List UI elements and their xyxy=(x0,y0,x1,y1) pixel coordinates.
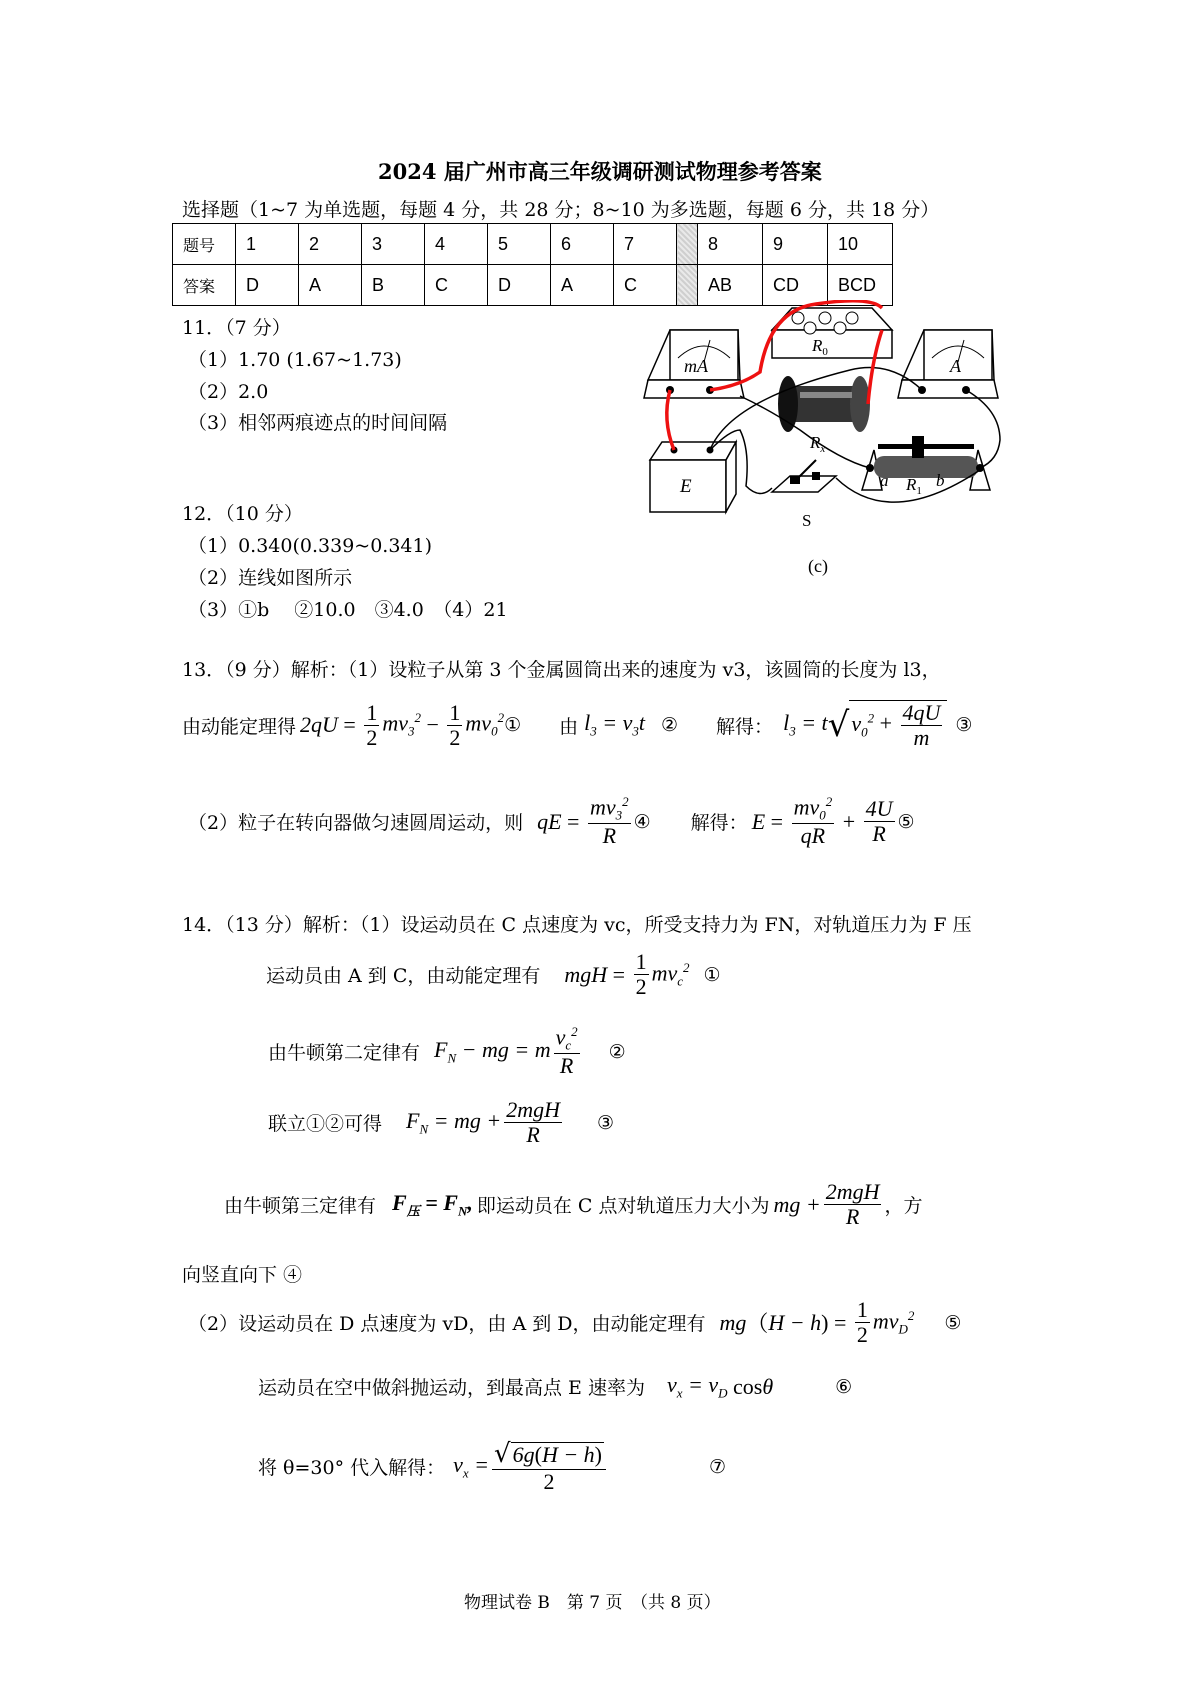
q14-text: 运动员在空中做斜抛运动，到最高点 E 速率为 xyxy=(258,1377,645,1400)
formula: = xyxy=(561,808,585,834)
table-row-numbers xyxy=(173,224,893,265)
label-E: E xyxy=(680,476,692,497)
answer-table xyxy=(172,223,893,306)
circled-mark: ② xyxy=(661,714,679,737)
q14-text: 联立①②可得 xyxy=(268,1113,383,1136)
q14-equation-1 xyxy=(266,950,721,999)
formula: qE xyxy=(537,808,562,834)
label-a: a xyxy=(880,471,889,490)
q14-text: ，方 xyxy=(884,1195,923,1218)
table-cell: AB xyxy=(698,265,763,306)
q12-heading: 12．（10 分） xyxy=(182,503,303,525)
formula: $mv_D^2$ xyxy=(872,1307,915,1337)
formula: = xyxy=(607,961,631,987)
circled-mark: ③ xyxy=(955,714,973,737)
label-R0: $R_0$ xyxy=(812,336,828,358)
page-footer: 物理试卷 B 第 7 页 （共 8 页） xyxy=(464,1593,721,1613)
fraction: $\frac{4U}{R}$ xyxy=(865,795,893,847)
formula: mg + xyxy=(773,1191,821,1217)
circled-mark: ① xyxy=(504,714,522,737)
formula: $mv_3^2$ xyxy=(382,710,421,740)
q13-lead: 由动能定理得 xyxy=(182,715,297,738)
fraction: $\frac{1}{2}$ xyxy=(635,949,647,1000)
circuit-figure xyxy=(640,300,1030,582)
q13-equation-row-2 xyxy=(188,795,915,848)
q12-answer-2: （2）连线如图所示 xyxy=(188,567,353,589)
q14-text: 由牛顿第三定律有 xyxy=(224,1195,377,1218)
table-cell: 8 xyxy=(698,224,763,265)
formula: $l_3 = t$ xyxy=(783,710,828,739)
fraction: $\frac{\text{2mgH}}{R}$ xyxy=(506,1097,561,1148)
choice-intro: 选择题（1~7 为单选题，每题 4 分，共 28 分；8~10 为多选题，每题 6 分，共 18 分） xyxy=(182,199,940,221)
table-cell: 10 xyxy=(828,224,893,265)
switch xyxy=(772,460,836,492)
circled-mark: ③ xyxy=(597,1111,615,1134)
q13-line-1: 13．（9 分）解析：（1）设粒子从第 3 个金属圆筒出来的速度为 v3，该圆筒的长度为 l3， xyxy=(182,659,941,681)
label-A: A xyxy=(950,356,961,376)
q13-text: 解得： xyxy=(690,812,748,835)
radicand: $v_0^2$ + $\frac{4qU}{m}$ xyxy=(849,700,947,750)
formula: $v_x$ = xyxy=(453,1452,490,1481)
formula: $v_x = v_D$ xyxy=(666,1372,728,1401)
fraction: $\frac{\text{2mgH}}{R}$ xyxy=(825,1179,880,1230)
q14-line-1: 14．（13 分）解析：（1）设运动员在 C 点速度为 vc，所受支持力为 FN，对轨道压力为 F 压 xyxy=(182,914,972,936)
label-Rx: $R_x$ xyxy=(810,433,826,455)
table-cell: C xyxy=(614,265,677,306)
q12-answer-3: （3）①b ②10.0 ③4.0 （4）21 xyxy=(188,599,508,621)
formula: $mv_c^2$ xyxy=(651,959,690,989)
formula: $F_N$ − mg = m xyxy=(434,1036,551,1066)
fraction: $\frac{v_c^2}{R}$ xyxy=(555,1024,578,1079)
table-cell: 1 xyxy=(236,224,299,265)
unknown-resistor xyxy=(778,376,870,432)
fraction: $\frac{1}{2}$ xyxy=(366,699,378,750)
formula: ) = xyxy=(821,1309,852,1335)
formula: E xyxy=(751,808,766,834)
table-cell: 7 xyxy=(614,224,677,265)
q14-equation-5 xyxy=(188,1298,961,1347)
formula: （ xyxy=(746,1311,769,1337)
q13-equation-row-1 xyxy=(182,700,972,750)
formula: = xyxy=(337,712,362,738)
table-cell: A xyxy=(299,265,362,306)
formula: H − h xyxy=(768,1309,822,1335)
table-cell: C xyxy=(425,265,488,306)
table-cell: D xyxy=(236,265,299,306)
q14-text: 运动员由 A 到 C，由动能定理有 xyxy=(266,965,541,988)
q11-answer-3: （3）相邻两痕迹点的时间间隔 xyxy=(188,412,448,434)
q13-text: （2）粒子在转向器做匀速圆周运动，则 xyxy=(188,812,524,835)
table-cell: D xyxy=(488,265,551,306)
circled-mark: ⑤ xyxy=(944,1311,962,1334)
fraction: $\frac{mv_3^2}{R}$ xyxy=(589,794,629,849)
circled-mark: ① xyxy=(703,963,721,986)
q14-text: 由牛顿第二定律有 xyxy=(268,1042,421,1065)
formula: 2qU xyxy=(300,712,338,738)
formula: $F_N$ = mg + xyxy=(406,1107,502,1137)
label-R1: $R_1$ xyxy=(906,475,922,497)
q14-equation-4 xyxy=(224,1180,922,1229)
table-cell: CD xyxy=(763,265,828,306)
formula: = xyxy=(765,808,789,834)
fraction: $\frac{√6g(H - h)}{2}$ xyxy=(492,1440,606,1494)
circled-mark: ⑥ xyxy=(835,1375,853,1398)
formula: cos xyxy=(727,1373,763,1399)
q11-heading: 11．（7 分） xyxy=(182,317,291,339)
q14-text: 将 θ=30° 代入解得： xyxy=(258,1457,446,1480)
table-cell: A xyxy=(551,265,614,306)
q12-answer-1: （1）0.340(0.339~0.341) xyxy=(188,535,433,557)
table-cell: 2 xyxy=(299,224,362,265)
figure-caption: (c) xyxy=(808,556,828,576)
formula: mg xyxy=(719,1309,747,1335)
table-cell: 5 xyxy=(488,224,551,265)
formula: $l_3 = v_3t$ xyxy=(584,710,645,739)
fraction: $\frac{mv_0^2}{qR}$ xyxy=(793,794,833,849)
circled-mark: ⑦ xyxy=(709,1455,727,1478)
q14-text: （2）设运动员在 D 点速度为 vD，由 A 到 D，由动能定理有 xyxy=(188,1313,706,1336)
q13-text: 由 xyxy=(559,715,579,738)
ammeter xyxy=(898,330,998,398)
table-cell: 3 xyxy=(362,224,425,265)
q14-equation-2 xyxy=(268,1025,626,1078)
q14-equation-7 xyxy=(258,1440,726,1494)
formula: + xyxy=(837,808,861,834)
table-divider-cell xyxy=(677,224,698,265)
table-cell: 4 xyxy=(425,224,488,265)
table-cell: B xyxy=(362,265,425,306)
q14-equation-6 xyxy=(258,1372,852,1401)
q14-equation-3 xyxy=(268,1098,614,1147)
q14-line-6: 向竖直向下 ④ xyxy=(182,1264,303,1286)
formula: $F_压 = F_N$, xyxy=(392,1189,473,1219)
circled-mark: ⑤ xyxy=(897,810,915,833)
label-S: S xyxy=(802,511,812,530)
q14-text: 即运动员在 C 点对轨道压力大小为 xyxy=(476,1195,770,1218)
q13-text: 解得： xyxy=(716,715,774,738)
fraction: $\frac{1}{2}$ xyxy=(449,699,461,750)
label-b: b xyxy=(936,471,945,490)
q11-answer-2: （2）2.0 xyxy=(188,381,269,403)
circled-mark: ② xyxy=(608,1040,626,1063)
formula: mgH xyxy=(564,961,608,987)
page-title: 2024 届广州市高三年级调研测试物理参考答案 xyxy=(378,159,822,184)
table-cell: BCD xyxy=(828,265,893,306)
table-header-cell: 答案 xyxy=(173,265,236,306)
battery xyxy=(650,442,736,512)
label-mA: mA xyxy=(684,356,708,376)
table-header-cell: 题号 xyxy=(173,224,236,265)
table-cell: 6 xyxy=(551,224,614,265)
table-cell: 9 xyxy=(763,224,828,265)
formula: − xyxy=(420,712,445,738)
fraction: $\frac{1}{2}$ xyxy=(856,1297,868,1348)
formula: θ xyxy=(762,1373,774,1399)
radical-sign: √ xyxy=(827,705,850,746)
q11-answer-1: （1）1.70 (1.67~1.73) xyxy=(188,349,402,371)
circled-mark: ④ xyxy=(633,810,651,833)
formula: $mv_0^2$ xyxy=(465,710,505,740)
